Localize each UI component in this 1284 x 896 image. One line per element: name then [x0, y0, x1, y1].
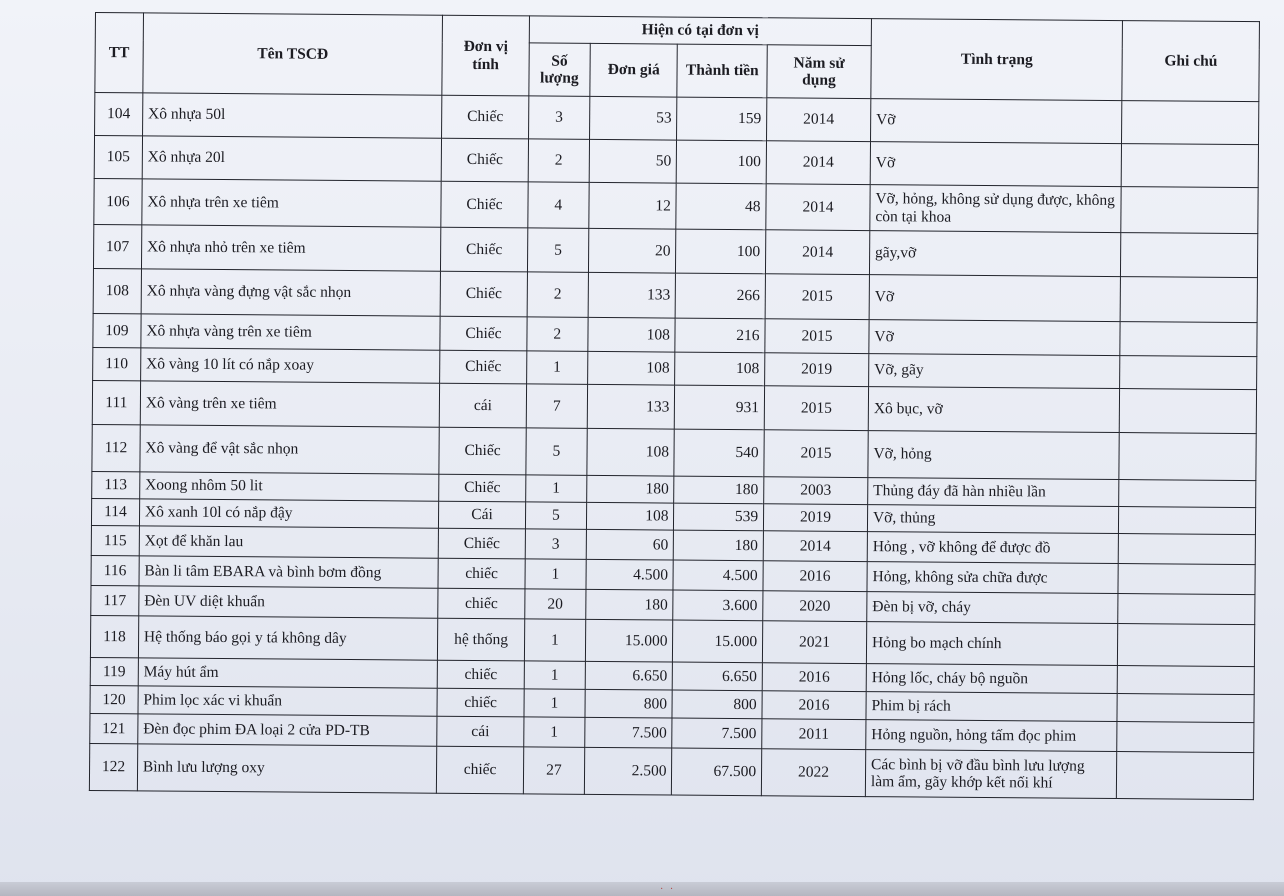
- header-group: Hiện có tại đơn vị: [529, 16, 871, 46]
- cell-price: 2.500: [584, 747, 672, 795]
- cell-unit: Chiếc: [442, 95, 529, 139]
- cell-status: Phim bị rách: [866, 692, 1118, 722]
- cell-price: 50: [589, 139, 677, 183]
- cell-amount: 100: [676, 229, 766, 274]
- cell-status: Vỡ: [869, 275, 1121, 322]
- cell-price: 108: [586, 502, 674, 530]
- cell-qty: 4: [528, 182, 589, 228]
- header-status: Tình trạng: [871, 19, 1123, 101]
- cell-qty: 3: [528, 96, 589, 139]
- cell-status: Hỏng , vỡ không để được đồ: [867, 532, 1119, 564]
- cell-tt: 111: [92, 380, 140, 424]
- cell-price: 133: [587, 384, 675, 429]
- header-year: [767, 45, 871, 99]
- cell-status: Vỡ: [870, 99, 1122, 144]
- cell-year: 2015: [764, 430, 868, 478]
- cell-amount: 3.600: [673, 590, 763, 621]
- cell-price: 12: [589, 182, 677, 229]
- cell-year: 2014: [763, 531, 867, 562]
- cell-name: Phim lọc xác vi khuẩn: [138, 686, 438, 716]
- header-name: Tên TSCĐ: [143, 13, 443, 95]
- cell-note: [1119, 480, 1256, 508]
- cell-unit: Chiếc: [441, 138, 528, 182]
- cell-note: [1119, 433, 1256, 481]
- cell-name: Xô nhựa 20l: [142, 136, 442, 181]
- cell-tt: 115: [91, 525, 139, 555]
- cell-status: Vỡ, hỏng: [868, 431, 1120, 480]
- header-qty-line1: Số: [551, 52, 568, 70]
- cell-qty: 2: [528, 139, 589, 182]
- cell-name: Xô xanh 10l có nắp đậy: [139, 499, 439, 528]
- header-note: Ghi chú: [1122, 21, 1259, 102]
- cell-name: Xô nhựa vàng trên xe tiêm: [141, 314, 441, 350]
- cell-note: [1118, 624, 1255, 667]
- cell-note: [1121, 187, 1258, 234]
- cell-status: Hỏng lốc, cháy bộ nguồn: [866, 664, 1118, 694]
- cell-amount: 15.000: [673, 620, 763, 663]
- table-row: [89, 743, 1253, 799]
- table-header: [95, 13, 1260, 102]
- cell-price: 800: [585, 689, 673, 718]
- cell-year: 2016: [763, 561, 867, 592]
- header-unit-line1: Đơn vị: [463, 38, 508, 56]
- cell-status: Vỡ, hỏng, không sử dụng được, không còn tại khoa: [870, 185, 1122, 233]
- cell-tt: 113: [92, 471, 140, 498]
- cell-price: 20: [588, 228, 676, 273]
- cell-name: Máy hút ẩm: [138, 658, 438, 688]
- cell-year: 2019: [765, 353, 869, 387]
- cell-unit: cái: [439, 383, 526, 428]
- cell-status: Hỏng, không sửa chữa được: [867, 562, 1119, 594]
- cell-tt: 109: [93, 313, 141, 347]
- cell-name: Bàn li tâm EBARA và bình bơm đồng: [139, 556, 439, 588]
- cell-qty: 1: [524, 619, 585, 661]
- cell-note: [1121, 277, 1258, 323]
- cell-year: 2014: [766, 141, 870, 185]
- cell-qty: 2: [527, 272, 588, 317]
- asset-table: [89, 12, 1260, 800]
- cell-unit: Chiếc: [439, 427, 526, 475]
- cell-name: Xoong nhôm 50 lit: [140, 472, 440, 501]
- cell-amount: 539: [674, 503, 764, 531]
- cell-amount: 180: [674, 476, 764, 504]
- cell-name: Xô nhựa nhỏ trên xe tiêm: [141, 225, 441, 271]
- cell-price: 180: [587, 475, 675, 503]
- cell-note: [1122, 101, 1259, 145]
- header-unit-line2: tính: [472, 55, 500, 73]
- cell-amount: 48: [676, 183, 766, 230]
- page-edge-mark: · ·: [660, 884, 676, 895]
- cell-year: 2014: [767, 98, 871, 142]
- cell-price: 180: [586, 589, 674, 620]
- header-year-line2: dụng: [802, 71, 836, 89]
- cell-tt: 110: [93, 347, 141, 380]
- cell-year: 2014: [766, 230, 870, 275]
- cell-amount: 6.650: [673, 662, 763, 691]
- cell-note: [1120, 322, 1257, 357]
- cell-status: Đèn bị vỡ, cháy: [867, 592, 1119, 624]
- cell-qty: 3: [525, 529, 586, 559]
- cell-note: [1118, 666, 1255, 695]
- cell-status: gãy,vỡ: [869, 231, 1121, 277]
- cell-name: Xô nhựa trên xe tiêm: [142, 179, 442, 227]
- cell-year: 2014: [766, 184, 870, 231]
- cell-status: Vỡ, thủng: [867, 505, 1119, 534]
- cell-qty: 5: [525, 502, 586, 529]
- cell-amount: 100: [677, 140, 767, 184]
- cell-note: [1117, 752, 1254, 800]
- cell-unit: cái: [437, 716, 524, 747]
- cell-amount: 67.500: [672, 748, 762, 796]
- cell-price: 108: [587, 428, 675, 476]
- cell-note: [1121, 233, 1258, 278]
- cell-unit: chiếc: [437, 688, 524, 717]
- cell-name: Đèn UV diệt khuẩn: [139, 586, 439, 618]
- cell-qty: 1: [525, 475, 586, 502]
- cell-tt: 114: [91, 498, 139, 525]
- cell-amount: 216: [675, 318, 765, 353]
- cell-name: Xô vàng để vật sắc nhọn: [140, 425, 440, 474]
- cell-status: Vỡ: [870, 142, 1122, 187]
- cell-tt: 122: [89, 743, 137, 790]
- cell-status: Các bình bị vỡ đầu bình lưu lượng làm ẩm, gãy khớp kết nối khí: [865, 750, 1117, 799]
- cell-unit: hệ thống: [438, 618, 525, 661]
- cell-tt: 106: [94, 178, 142, 224]
- cell-unit: chiếc: [438, 558, 525, 589]
- cell-price: 108: [588, 317, 676, 352]
- cell-tt: 104: [95, 93, 143, 136]
- table-body: [89, 93, 1258, 800]
- cell-name: Xô vàng trên xe tiêm: [140, 381, 440, 427]
- cell-amount: 931: [675, 385, 765, 430]
- cell-price: 60: [586, 529, 674, 560]
- cell-price: 133: [588, 272, 676, 318]
- cell-year: 2016: [762, 663, 866, 692]
- cell-qty: 20: [525, 589, 586, 619]
- header-unit: [442, 15, 529, 96]
- cell-unit: chiếc: [438, 588, 525, 619]
- cell-price: 7.500: [585, 717, 673, 748]
- cell-note: [1117, 722, 1254, 753]
- header-amount: Thành tiền: [677, 44, 767, 98]
- cell-amount: 180: [674, 530, 764, 561]
- header-price: Đơn giá: [590, 43, 678, 97]
- cell-note: [1119, 534, 1256, 565]
- header-qty: [529, 43, 591, 96]
- cell-year: 2003: [764, 477, 868, 505]
- cell-price: 15.000: [585, 619, 673, 662]
- cell-note: [1118, 564, 1255, 595]
- cell-tt: 108: [93, 268, 141, 313]
- cell-tt: 121: [90, 713, 138, 743]
- cell-year: 2015: [764, 386, 868, 431]
- cell-status: Hỏng nguồn, hỏng tấm đọc phim: [866, 720, 1118, 752]
- cell-qty: 1: [526, 351, 587, 384]
- cell-amount: 7.500: [672, 718, 762, 749]
- cell-year: 2011: [762, 719, 866, 750]
- cell-qty: 1: [524, 661, 585, 689]
- cell-name: Xô vàng 10 lít có nắp xoay: [140, 348, 440, 383]
- cell-year: 2022: [761, 749, 865, 797]
- cell-unit: chiếc: [437, 660, 524, 689]
- cell-year: 2020: [763, 591, 867, 622]
- cell-year: 2016: [762, 691, 866, 720]
- cell-qty: 1: [524, 689, 585, 717]
- cell-year: 2019: [764, 504, 868, 532]
- cell-qty: 27: [523, 747, 584, 794]
- cell-tt: 118: [90, 615, 138, 657]
- cell-status: Vỡ, gãy: [869, 354, 1121, 389]
- cell-name: Xọt để khăn lau: [139, 526, 439, 558]
- cell-amount: 108: [675, 352, 765, 386]
- cell-qty: 7: [526, 384, 587, 428]
- cell-tt: 107: [93, 224, 141, 268]
- cell-qty: 5: [527, 228, 588, 272]
- cell-tt: 120: [90, 685, 138, 713]
- cell-note: [1118, 594, 1255, 625]
- cell-unit: Chiếc: [440, 316, 527, 351]
- cell-price: 4.500: [586, 559, 674, 590]
- cell-name: Hệ thống báo gọi y tá không dây: [138, 616, 438, 660]
- header-year-line1: Năm sử: [793, 54, 845, 72]
- cell-name: Đèn đọc phim ĐA loại 2 cửa PD-TB: [138, 714, 438, 746]
- cell-name: Xô nhựa vàng đựng vật sắc nhọn: [141, 269, 441, 316]
- cell-unit: Chiếc: [440, 350, 527, 384]
- cell-status: Xô bục, vỡ: [868, 387, 1120, 433]
- cell-tt: 116: [91, 555, 139, 585]
- cell-amount: 159: [677, 97, 767, 141]
- cell-status: Hỏng bo mạch chính: [866, 622, 1118, 666]
- cell-qty: 2: [527, 317, 588, 351]
- cell-price: 6.650: [585, 661, 673, 690]
- cell-tt: 119: [90, 657, 138, 685]
- cell-note: [1119, 507, 1256, 535]
- header-qty-line2: lượng: [539, 69, 579, 87]
- cell-price: 108: [587, 351, 675, 385]
- cell-status: Vỡ: [869, 320, 1121, 356]
- cell-qty: 5: [526, 428, 587, 475]
- cell-tt: 112: [92, 424, 140, 471]
- header-tt: TT: [95, 13, 143, 93]
- cell-qty: 1: [525, 559, 586, 589]
- cell-unit: Chiếc: [441, 181, 528, 228]
- cell-note: [1120, 356, 1257, 390]
- cell-tt: 105: [94, 136, 142, 179]
- cell-unit: Chiếc: [440, 271, 527, 317]
- cell-amount: 540: [674, 429, 764, 477]
- cell-unit: Cái: [439, 501, 526, 529]
- cell-amount: 266: [676, 273, 766, 319]
- page-bottom-edge: [0, 882, 1284, 896]
- cell-qty: 1: [524, 717, 585, 747]
- cell-note: [1122, 144, 1259, 188]
- cell-amount: 4.500: [673, 560, 763, 591]
- cell-amount: 800: [672, 690, 762, 719]
- cell-note: [1120, 389, 1257, 434]
- cell-unit: chiếc: [437, 746, 524, 794]
- cell-unit: Chiếc: [438, 528, 525, 559]
- cell-note: [1117, 694, 1254, 723]
- cell-tt: 117: [91, 585, 139, 615]
- cell-unit: Chiếc: [441, 227, 528, 272]
- cell-name: Xô nhựa 50l: [142, 93, 442, 138]
- cell-year: 2021: [762, 621, 866, 664]
- cell-status: Thủng đáy đã hàn nhiều lần: [868, 478, 1120, 507]
- cell-price: 53: [589, 96, 677, 140]
- cell-year: 2015: [765, 274, 869, 320]
- cell-year: 2015: [765, 319, 869, 354]
- cell-name: Bình lưu lượng oxy: [137, 744, 437, 793]
- cell-unit: Chiếc: [439, 474, 526, 502]
